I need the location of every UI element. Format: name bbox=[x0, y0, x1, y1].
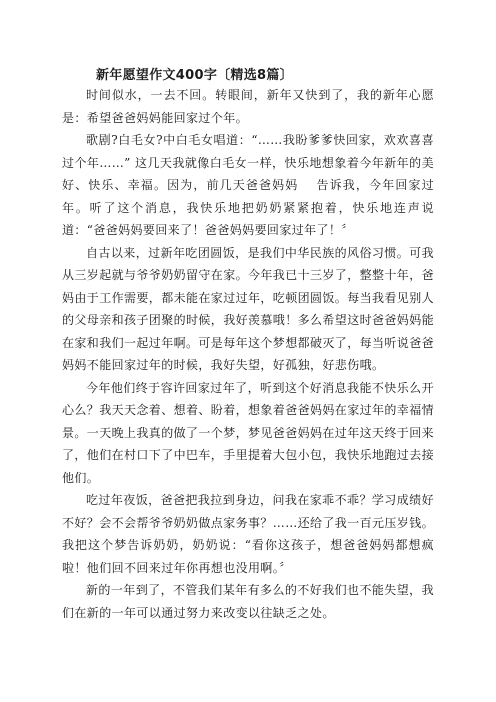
paragraph-4: 今年他们终于容许回家过年了，听到这个好消息我能不快乐么开心么？我天天念着、想着、盼着，想象着爸爸妈妈在家过年的幸福情景。一天晚上我真的做了一个梦，梦见爸爸妈妈在过年这天终于回来了，他们在村口下了中巴车，手里提着大包小包，我快乐地跑过去接他们。 bbox=[62, 380, 435, 485]
paragraph-1: 时间似水，一去不回。转眼间，新年又快到了，我的新年心愿是：希望爸爸妈妈能回家过个年。 bbox=[62, 88, 434, 125]
paragraph-2: 歌剧?白毛女?中白毛女唱道：“……我盼爹爹快回家，欢欢喜喜过个年……” 这几天我就像白毛女一样，快乐地想象着今年新年的美好、快乐、幸福。因为，前几天爸爸妈妈 告诉我，今年回家过年。听了这个消息，我快乐地把奶奶紧紧抱着，快乐地连声说道：“爸爸妈妈要回来了！爸爸妈妈要回家过年了！〞 bbox=[62, 133, 434, 237]
paragraph-3: 自古以来，过新年吃团圆饭，是我们中华民族的风俗习惯。可我从三岁起就与爷爷奶奶留守在家。今年我已十三岁了，整整十年，爸妈由于工作需要，都未能在家过过年，吃顿团圆饭。每当我看见别人的父母亲和孩子团聚的时候，我好羡慕哦！多么希望这时爸爸妈妈能在家和我们一起过年啊。可是每年这个梦想都破灭了，每当听说爸爸妈妈不能回家过年的时候，我好失望，好孤独，好悲伤哦。 bbox=[62, 245, 435, 372]
paragraph-6: 新的一年到了，不管我们某年有多么的不好我们也不能失望，我们在新的一年可以通过努力来改变以往缺乏之处。 bbox=[62, 583, 434, 620]
paragraph-5: 吃过年夜饭，爸爸把我拉到身边，问我在家乖不乖？学习成绩好不好？会不会帮爷爷奶奶做点家务事？……还给了我一百元压岁钱。我把这个梦告诉奶奶，奶奶说：“看你这孩子，想爸爸妈妈都想疯啦！他们回不回来过年你再想也没用啊。〞 bbox=[62, 493, 435, 575]
document-body bbox=[62, 84, 434, 624]
document-title: 新年愿望作文400字〔精选8篇〕 bbox=[96, 68, 293, 83]
